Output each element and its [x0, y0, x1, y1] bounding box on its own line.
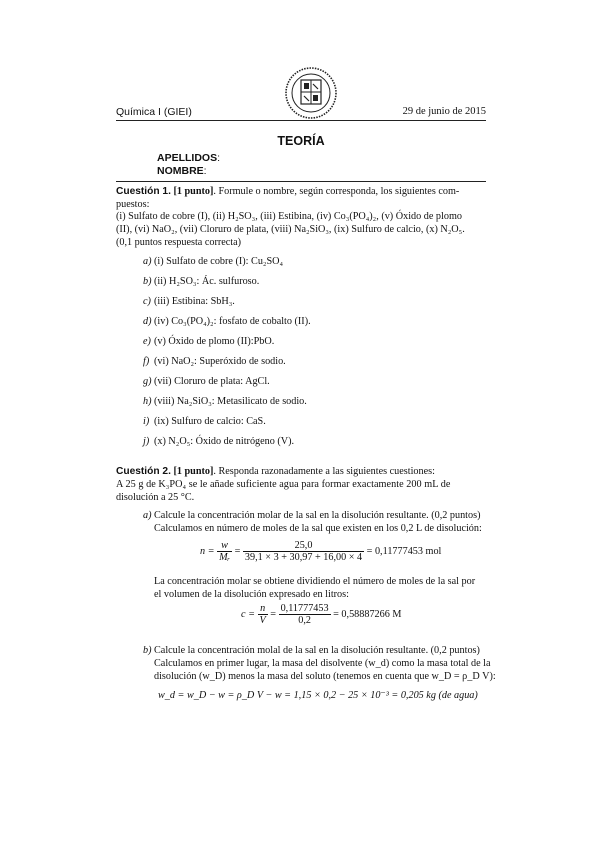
q2-points: [1 punto]	[173, 466, 214, 477]
q2-statement-line1: A 25 g de K₃PO₄ se le añade suficiente agua para formar exactamente 200 mL de	[116, 479, 451, 490]
q2-label: Cuestión 2.	[116, 466, 171, 477]
section-rule	[116, 181, 486, 182]
q1-answer-item	[143, 376, 270, 387]
eq2-frac2-den: 0,2	[298, 615, 311, 626]
eq1-frac1	[217, 540, 232, 563]
q2-statement-line2: disolución a 25 °C.	[116, 492, 195, 503]
q1-answer-text: (v) Óxido de plomo (II):PbO.	[154, 336, 275, 347]
page-title: TEORÍA	[277, 134, 325, 148]
q1-intro: . Formule o nombre, según corresponda, los siguientes com-	[213, 186, 460, 197]
university-seal-icon	[284, 66, 338, 120]
q2b-question: Calcule la concentración molal de la sal en la disolución resultante. (0,2 puntos)	[154, 645, 480, 656]
q1-answer-text: (x) N₂O₅: Óxido de nitrógeno (V).	[154, 436, 295, 447]
eq1-frac1-den: Mᵣ	[219, 552, 231, 563]
q1-heading	[116, 186, 459, 197]
eq2-lhs: c =	[241, 608, 255, 620]
q1-scoring: (0,1 puntos respuesta correcta)	[116, 237, 242, 248]
q1-answer-label: i)	[143, 416, 150, 427]
q1-answer-text: (viii) Na₂SiO₃: Metasilicato de sodio.	[154, 396, 307, 407]
q2b-equation-solvent: w_d = w_D − w = ρ_D V − w = 1,15 × 0,2 − 25 × 10⁻³ = 0,205 kg (de agua)	[158, 690, 478, 701]
q1-answer-label: f)	[143, 356, 150, 367]
q1-answer-label: h)	[143, 396, 152, 407]
q2-intro: . Responda razonadamente a las siguientes cuestiones:	[213, 466, 435, 477]
course-name: Química I (GIEI)	[116, 106, 192, 118]
q1-points: [1 punto]	[173, 186, 214, 197]
q2a-text2: La concentración molar se obtiene dividiendo el número de moles de la sal por	[154, 576, 476, 587]
surname-label: APELLIDOS	[157, 152, 218, 164]
header-rule	[116, 120, 486, 121]
q1-answer-label: b)	[143, 276, 152, 287]
q1-answer-label: d)	[143, 316, 152, 327]
q1-intro-cont: puestos:	[116, 199, 150, 210]
q1-answer-text: (vii) Cloruro de plata: AgCl.	[154, 376, 270, 387]
q1-answer-item	[143, 396, 307, 407]
q1-answer-text: (iv) Co₃(PO₄)₂: fosfato de cobalto (II).	[154, 316, 311, 327]
q1-answer-text: (iii) Estibina: SbH₃.	[154, 296, 235, 307]
q1-answer-text: (i) Sulfato de cobre (I): Cu₂SO₄	[154, 256, 284, 267]
eq1-frac2-den: 39,1 × 3 + 30,97 + 16,00 × 4	[244, 552, 363, 563]
q2a-text3: el volumen de la disolución expresado en litros:	[154, 589, 349, 600]
q2a-equation-moles: n = $\frac{w}{\text{Mᵣ}}$ = $\frac{25,0}{39,1 \times 3 + 30,97 + 16,00 \times 4}$ = 0,11777453 mol	[200, 540, 442, 563]
q2a-equation-molarity: c = $\frac{n}{V}$ = $\frac{0,11777453}{0,2}$ = 0,58887266 M	[241, 603, 402, 626]
eq2-frac1-num: n	[258, 603, 268, 615]
exam-date: 29 de junio de 2015	[402, 106, 486, 117]
q1-answer-label: e)	[143, 336, 151, 347]
eq1-lhs: n =	[200, 545, 215, 557]
q1-list-line1: (i) Sulfato de cobre (I), (ii) H₂SO₃, (iii) Estibina, (iv) Co₃(PO₄)₂, (v) Óxido de plomo	[116, 211, 462, 222]
q2a-question: Calcule la concentración molar de la sal en la disolución resultante. (0,2 puntos)	[154, 510, 481, 521]
eq1-result: = 0,11777453 mol	[366, 545, 442, 557]
q1-answer-label: g)	[143, 376, 152, 387]
q1-answer-text: (vi) NaO₂: Superóxido de sodio.	[154, 356, 286, 367]
q2b-text2: disolución (w_D) menos la masa del soluto (tenemos en cuenta que w_D = ρ_D V):	[154, 671, 496, 682]
q1-answer-item	[143, 276, 260, 287]
eq2-frac2-num: 0,11777453	[280, 603, 329, 614]
q1-answer-text: (ix) Sulfuro de calcio: CaS.	[154, 416, 266, 427]
q2b-text1: Calculamos en primer lugar, la masa del disolvente (w_d) como la masa total de la	[154, 658, 491, 669]
eq2-frac1-den: V	[259, 615, 266, 626]
q1-answer-item	[143, 296, 235, 307]
surname-field[interactable]: APELLIDOS:	[157, 152, 221, 164]
eq2-result: = 0,58887266 M	[333, 608, 402, 620]
q1-answer-label: j)	[143, 436, 150, 447]
q1-answer-item	[143, 436, 295, 447]
q1-answer-label: a)	[143, 256, 152, 267]
q1-answer-item	[143, 256, 284, 267]
q1-list-line2: (II), (vi) NaO₂, (vii) Cloruro de plata, (viii) Na₂SiO₃, (ix) Sulfuro de calcio, (x) N₂O₅.	[116, 224, 465, 235]
eq2-frac2	[279, 603, 331, 626]
q2b-label: b)	[143, 645, 152, 656]
q1-answer-item	[143, 416, 266, 427]
eq1-frac1-num: w	[217, 540, 232, 552]
q1-label: Cuestión 1.	[116, 186, 171, 197]
q2a-label: a)	[143, 510, 152, 521]
name-field[interactable]: NOMBRE:	[157, 165, 207, 177]
q1-answer-item	[143, 336, 275, 347]
name-label: NOMBRE	[157, 165, 204, 177]
eq1-frac2	[243, 540, 364, 563]
q2a-text1: Calculamos en número de moles de la sal que existen en los 0,2 L de disolución:	[154, 523, 482, 534]
eq2-frac1	[258, 603, 268, 626]
q1-answer-item	[143, 316, 311, 327]
q1-answer-item	[143, 356, 286, 367]
q2-heading	[116, 466, 435, 477]
q1-answer-text: (ii) H₂SO₃: Ác. sulfuroso.	[154, 276, 260, 287]
eq1-frac2-num: 25,0	[243, 540, 364, 552]
q1-answer-label: c)	[143, 296, 151, 307]
